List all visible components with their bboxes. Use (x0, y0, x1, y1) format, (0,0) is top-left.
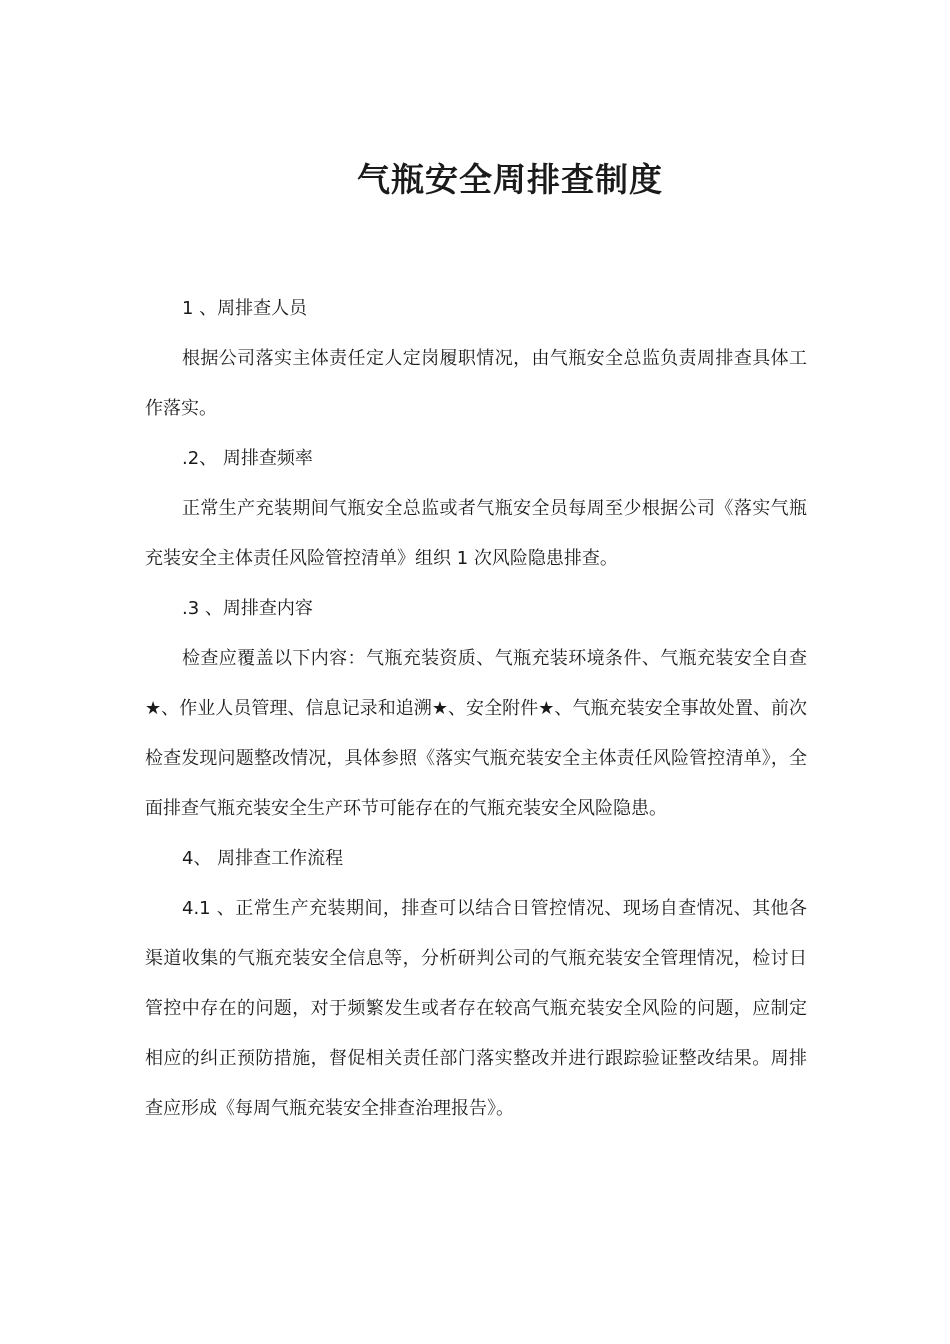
section-1-paragraph: 根据公司落实主体责任定人定岗履职情况，由气瓶安全总监负责周排查具体工作落实。 (145, 348, 807, 419)
section-heading-4: 4、 周排查工作流程 (182, 848, 344, 869)
document-body (145, 284, 807, 1134)
section-heading-2: .2、 周排查频率 (182, 448, 313, 469)
section-heading-3: .3 、周排查内容 (182, 598, 313, 619)
section-4-1-paragraph: 4.1 、正常生产充装期间，排查可以结合日管控情况、现场自查情况、其他各渠道收集的气瓶充装安全信息等，分析研判公司的气瓶充装安全管理情况，检讨日管控中存在的问题，对于频繁发生或者存在较高气瓶充装安全风险的问题，应制定相应的纠正预防措施，督促相关责任部门落实整改并进行跟踪验证整改结果。周排查应形成《每周气瓶充装安全排查治理报告》。 (145, 898, 807, 1119)
section-2-paragraph: 正常生产充装期间气瓶安全总监或者气瓶安全员每周至少根据公司《落实气瓶充装安全主体责任风险管控清单》组织 1 次风险隐患排查。 (145, 498, 807, 569)
document-title: 气瓶安全周排查制度 (357, 160, 663, 199)
section-heading-1: 1 、周排查人员 (182, 298, 308, 319)
section-3-paragraph: 检查应覆盖以下内容：气瓶充装资质、气瓶充装环境条件、气瓶充装安全自查★、作业人员管理、信息记录和追溯★、安全附件★、气瓶充装安全事故处置、前次检查发现问题整改情况，具体参照《落实气瓶充装安全主体责任风险管控清单》，全面排查气瓶充装安全生产环节可能存在的气瓶充装安全风险隐患。 (145, 648, 807, 819)
